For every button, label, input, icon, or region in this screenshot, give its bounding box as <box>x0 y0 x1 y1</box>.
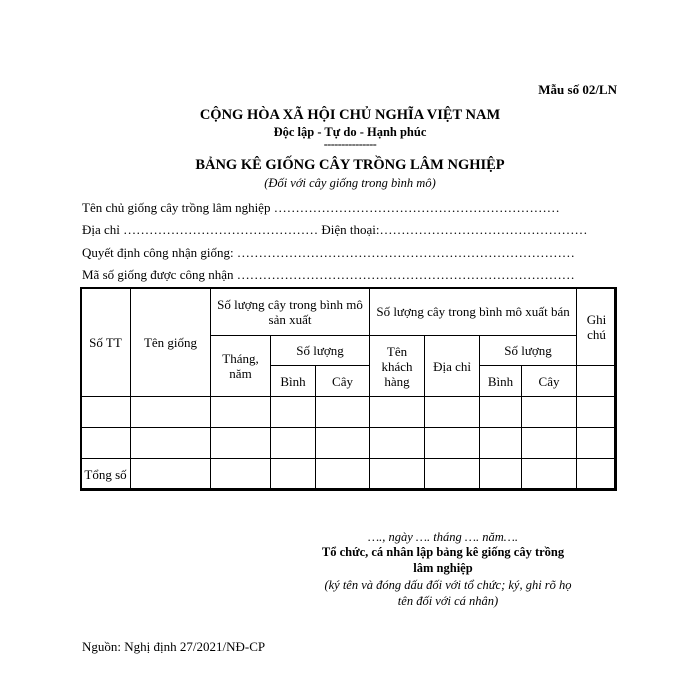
national-title: CỘNG HÒA XÃ HỘI CHỦ NGHĨA VIỆT NAM <box>199 107 501 123</box>
owner-field: Tên chủ giống cây trồng lâm nghiệp ………………………………………………………… <box>82 200 560 215</box>
variety-code-field: Mã số giống được công nhận …………………………………………………………………… <box>82 267 575 282</box>
date-line: …., ngày …. tháng …. năm…. <box>367 530 518 544</box>
header-month-year: Tháng, năm <box>211 336 271 397</box>
header-sold-group: Số lượng cây trong bình mô xuất bán <box>370 288 577 336</box>
header-customer-address: Địa chỉ <box>425 336 480 397</box>
table-row <box>81 428 617 459</box>
header-tree-production: Cây <box>316 366 370 397</box>
source-note: Nguồn: Nghị định 27/2021/NĐ-CP <box>82 639 266 654</box>
header-flask-sold: Bình <box>480 366 522 397</box>
document-title: BẢNG KÊ GIỐNG CÂY TRỒNG LÂM NGHIỆP <box>195 157 505 173</box>
total-row <box>81 459 617 491</box>
header-customer-name: Tên khách hàng <box>370 336 425 397</box>
address-phone-field: Địa chỉ ……………………………………… Điện thoại:………………………………………… <box>82 222 588 237</box>
header-divider: --------------- <box>323 137 377 151</box>
header-quantity-sold: Số lượng <box>480 336 577 366</box>
total-label: Tổng số <box>81 459 131 491</box>
signer-title: Tổ chức, cá nhân lập bảng kê giống cây trồng lâm nghiệp <box>321 545 565 575</box>
document-subtitle: (Đối với cây giống trong bình mô) <box>264 176 436 190</box>
table-row <box>81 397 617 428</box>
header-tree-sold: Cây <box>522 366 577 397</box>
signature-note: (ký tên và đóng dấu đối với tổ chức; ký, ghi rõ họ tên đối với cá nhân) <box>324 578 572 608</box>
header-stt: Số TT <box>81 288 131 397</box>
header-note-sub <box>577 366 617 397</box>
national-motto: Độc lập - Tự do - Hạnh phúc <box>273 125 427 139</box>
seedling-table <box>80 287 617 491</box>
header-variety-name: Tên giống <box>131 288 211 397</box>
form-number: Mẫu số 02/LN <box>538 82 617 97</box>
header-quantity-production: Số lượng <box>271 336 370 366</box>
header-production-group: Số lượng cây trong bình mô sản xuất <box>211 288 370 336</box>
decision-field: Quyết định công nhận giống: …………………………………………………………………… <box>82 245 575 260</box>
header-flask-production: Bình <box>271 366 316 397</box>
header-note: Ghi chú <box>577 288 617 366</box>
